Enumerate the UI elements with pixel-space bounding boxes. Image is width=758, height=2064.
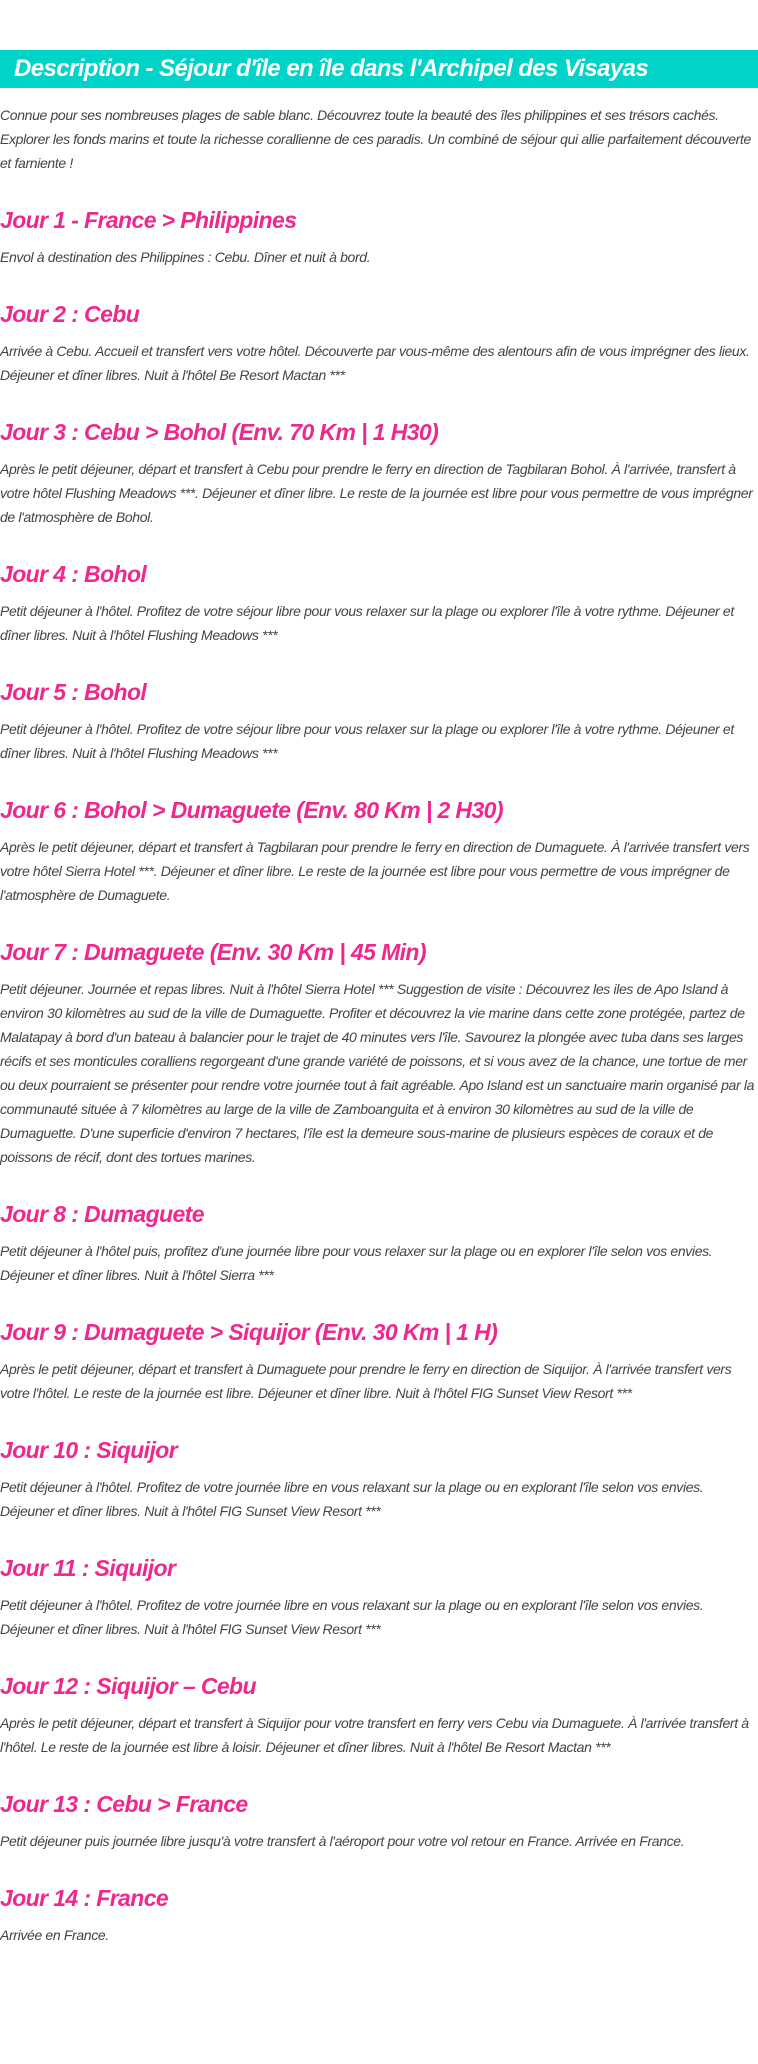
day-title: Jour 8 : Dumaguete — [0, 1201, 204, 1227]
intro-text: Connue pour ses nombreuses plages de sable blanc. Découvrez toute la beauté des îles philippines et ses trésors cachés. Explorer les fonds marins et toute la richesse corallienne de ces paradis. Un combiné de séjour qui allie parfaitement découverte et farniente ! — [0, 107, 751, 171]
day-title: Jour 2 : Cebu — [0, 301, 140, 327]
day-section — [0, 203, 758, 269]
day-description: Arrivée en France. — [0, 1927, 109, 1943]
day-title: Jour 1 - France > Philippines — [0, 207, 297, 233]
day-section — [0, 557, 758, 647]
day-title: Jour 10 : Siquijor — [0, 1437, 178, 1463]
day-section — [0, 1669, 758, 1759]
day-section — [0, 1433, 758, 1523]
day-section — [0, 675, 758, 765]
day-title: Jour 12 : Siquijor – Cebu — [0, 1673, 256, 1699]
day-section — [0, 1787, 758, 1853]
page-title-banner: Description - Séjour d'île en île dans l'Archipel des Visayas — [0, 50, 758, 88]
day-section — [0, 415, 758, 529]
day-section — [0, 1881, 758, 1947]
day-description: Petit déjeuner à l'hôtel. Profitez de votre journée libre en vous relaxant sur la plage ou en explorant l'île selon vos envies. Déjeuner et dîner libres. Nuit à l'hôtel FIG Sunset View Resort *** — [0, 1597, 704, 1637]
day-title: Jour 13 : Cebu > France — [0, 1791, 248, 1817]
day-section — [0, 935, 758, 1169]
day-section — [0, 1551, 758, 1641]
day-section — [0, 1197, 758, 1287]
day-title: Jour 6 : Bohol > Dumaguete (Env. 80 Km | 2 H30) — [0, 797, 503, 823]
day-description: Après le petit déjeuner, départ et transfert à Siquijor pour votre transfert en ferry vers Cebu via Dumaguete. À l'arrivée transfert à l'hôtel. Le reste de la journée est libre à loisir. Déjeuner et dîner libres. Nuit à l'hôtel Be Resort Mactan *** — [0, 1715, 749, 1755]
day-section — [0, 297, 758, 387]
day-description: Petit déjeuner puis journée libre jusqu'à votre transfert à l'aéroport pour votre vol retour en France. Arrivée en France. — [0, 1833, 685, 1849]
day-description: Après le petit déjeuner, départ et transfert à Dumaguete pour prendre le ferry en direction de Siquijor. À l'arrivée transfert vers votre l'hôtel. Le reste de la journée est libre. Déjeuner et dîner libre. Nuit à l'hôtel FIG Sunset View Resort *** — [0, 1361, 732, 1401]
day-title: Jour 14 : France — [0, 1885, 169, 1911]
day-section — [0, 793, 758, 907]
day-description: Envol à destination des Philippines : Cebu. Dîner et nuit à bord. — [0, 249, 371, 265]
day-description: Petit déjeuner à l'hôtel puis, profitez d'une journée libre pour vous relaxer sur la plage ou en explorer l'île selon vos envies. Déjeuner et dîner libres. Nuit à l'hôtel Sierra *** — [0, 1243, 713, 1283]
day-title: Jour 4 : Bohol — [0, 561, 147, 587]
day-title: Jour 7 : Dumaguete (Env. 30 Km | 45 Min) — [0, 939, 426, 965]
day-title: Jour 9 : Dumaguete > Siquijor (Env. 30 Km | 1 H) — [0, 1319, 498, 1345]
day-title: Jour 3 : Cebu > Bohol (Env. 70 Km | 1 H30) — [0, 419, 439, 445]
day-title: Jour 11 : Siquijor — [0, 1555, 176, 1581]
day-description: Arrivée à Cebu. Accueil et transfert vers votre hôtel. Découverte par vous-même des alentours afin de vous imprégner des lieux. Déjeuner et dîner libres. Nuit à l'hôtel Be Resort Mactan *** — [0, 343, 750, 383]
day-description: Petit déjeuner. Journée et repas libres. Nuit à l'hôtel Sierra Hotel *** Suggestion de visite : Découvrez les iles de Apo Island à environ 30 kilomètres au sud de la ville de Dumaguette. Profiter et découvrez la vie marine dans cette zone protégée, partez de Malatapay à bord d'un bateau à balancier pour le trajet de 40 minutes vers l'île. Savourez la plongée avec tuba dans ses larges récifs et ses monticules coralliens regorgeant d'une grande variété de poissons, et si vous avez de la chance, une tortue de mer ou deux pourraient se présenter pour rendre votre journée tout à fait agréable. Apo Island est un sanctuaire marin organisé par la communauté située à 7 kilomètres au large de la ville de Zamboanguita et à environ 30 kilomètres au sud de la ville de Dumaguette. D'une superficie d'environ 7 hectares, l'île est la demeure sous-marine de plusieurs espèces de coraux et de poissons de récif, dont des tortues marines. — [0, 981, 755, 1165]
day-description: Après le petit déjeuner, départ et transfert à Tagbilaran pour prendre le ferry en direction de Dumaguete. À l'arrivée transfert vers votre hôtel Sierra Hotel ***. Déjeuner et dîner libre. Le reste de la journée est libre pour vous permettre de vous imprégner de l'atmosphère de Dumaguete. — [0, 839, 750, 903]
day-description: Petit déjeuner à l'hôtel. Profitez de votre journée libre en vous relaxant sur la plage ou en explorant l'île selon vos envies. Déjeuner et dîner libres. Nuit à l'hôtel FIG Sunset View Resort *** — [0, 1479, 704, 1519]
day-title: Jour 5 : Bohol — [0, 679, 147, 705]
day-description: Petit déjeuner à l'hôtel. Profitez de votre séjour libre pour vous relaxer sur la plage ou explorer l'île à votre rythme. Déjeuner et dîner libres. Nuit à l'hôtel Flushing Meadows *** — [0, 721, 734, 761]
day-description: Petit déjeuner à l'hôtel. Profitez de votre séjour libre pour vous relaxer sur la plage ou explorer l'île à votre rythme. Déjeuner et dîner libres. Nuit à l'hôtel Flushing Meadows *** — [0, 603, 734, 643]
day-description: Après le petit déjeuner, départ et transfert à Cebu pour prendre le ferry en direction de Tagbilaran Bohol. À l'arrivée, transfert à votre hôtel Flushing Meadows ***. Déjeuner et dîner libre. Le reste de la journée est libre pour vous permettre de vous imprégner de l'atmosphère de Bohol. — [0, 461, 753, 525]
itinerary — [0, 203, 758, 1947]
day-section — [0, 1315, 758, 1405]
